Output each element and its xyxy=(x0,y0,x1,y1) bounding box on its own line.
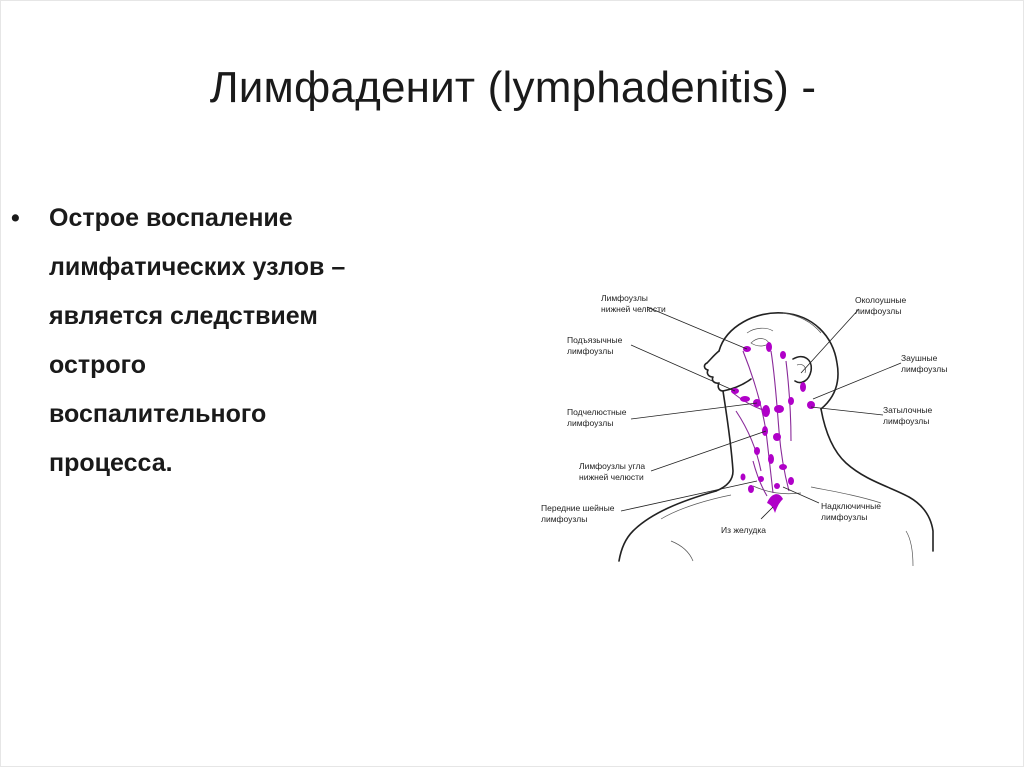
label-supraclavicular-line1: Надключичные xyxy=(821,501,881,511)
lymph-nodes-diagram xyxy=(521,281,961,571)
bullet-line: лимфатических узлов – xyxy=(49,253,346,281)
bullet-line: является следствием xyxy=(49,302,318,330)
slide-title: Лимфаденит (lymphadenitis) - xyxy=(209,63,817,112)
label-retroauricular-line1: Заушные xyxy=(901,353,938,363)
bullet-line: Острое воспаление xyxy=(49,204,293,232)
bullet-item xyxy=(7,194,477,488)
label-anterior-cervical-line2: лимфоузлы xyxy=(541,514,588,524)
label-mandible-line1: Лимфоузлы xyxy=(601,293,648,303)
label-parotid-line2: лимфоузлы xyxy=(855,306,902,316)
bullet-list xyxy=(7,194,477,488)
bullet-dot-icon: • xyxy=(11,204,20,232)
label-submandibular-line1: Подчелюстные xyxy=(567,407,627,417)
label-angle-line2: нижней челюсти xyxy=(579,472,644,482)
label-mandible-line2: нижней челюсти xyxy=(601,304,666,314)
label-supraclavicular-line2: лимфоузлы xyxy=(821,512,868,522)
label-occipital-line1: Затылочные xyxy=(883,405,933,415)
label-parotid-line1: Околоушные xyxy=(855,295,907,305)
head-outline xyxy=(704,313,838,409)
bullet-line: воспалительного xyxy=(49,400,267,428)
label-submandibular-line2: лимфоузлы xyxy=(567,418,614,428)
label-sublingual-line2: лимфоузлы xyxy=(567,346,614,356)
label-anterior-cervical-line1: Передние шейные xyxy=(541,503,615,513)
label-sublingual-line1: Подъязычные xyxy=(567,335,623,345)
label-occipital-line2: лимфоузлы xyxy=(883,416,930,426)
label-angle-line1: Лимфоузлы угла xyxy=(579,461,646,471)
label-retroauricular-line2: лимфоузлы xyxy=(901,364,948,374)
label-from-stomach: Из желудка xyxy=(721,525,767,535)
callout-labels xyxy=(541,293,947,535)
neck-illustration xyxy=(521,281,961,571)
bullet-line: процесса. xyxy=(49,449,173,477)
bullet-line: острого xyxy=(49,351,146,379)
